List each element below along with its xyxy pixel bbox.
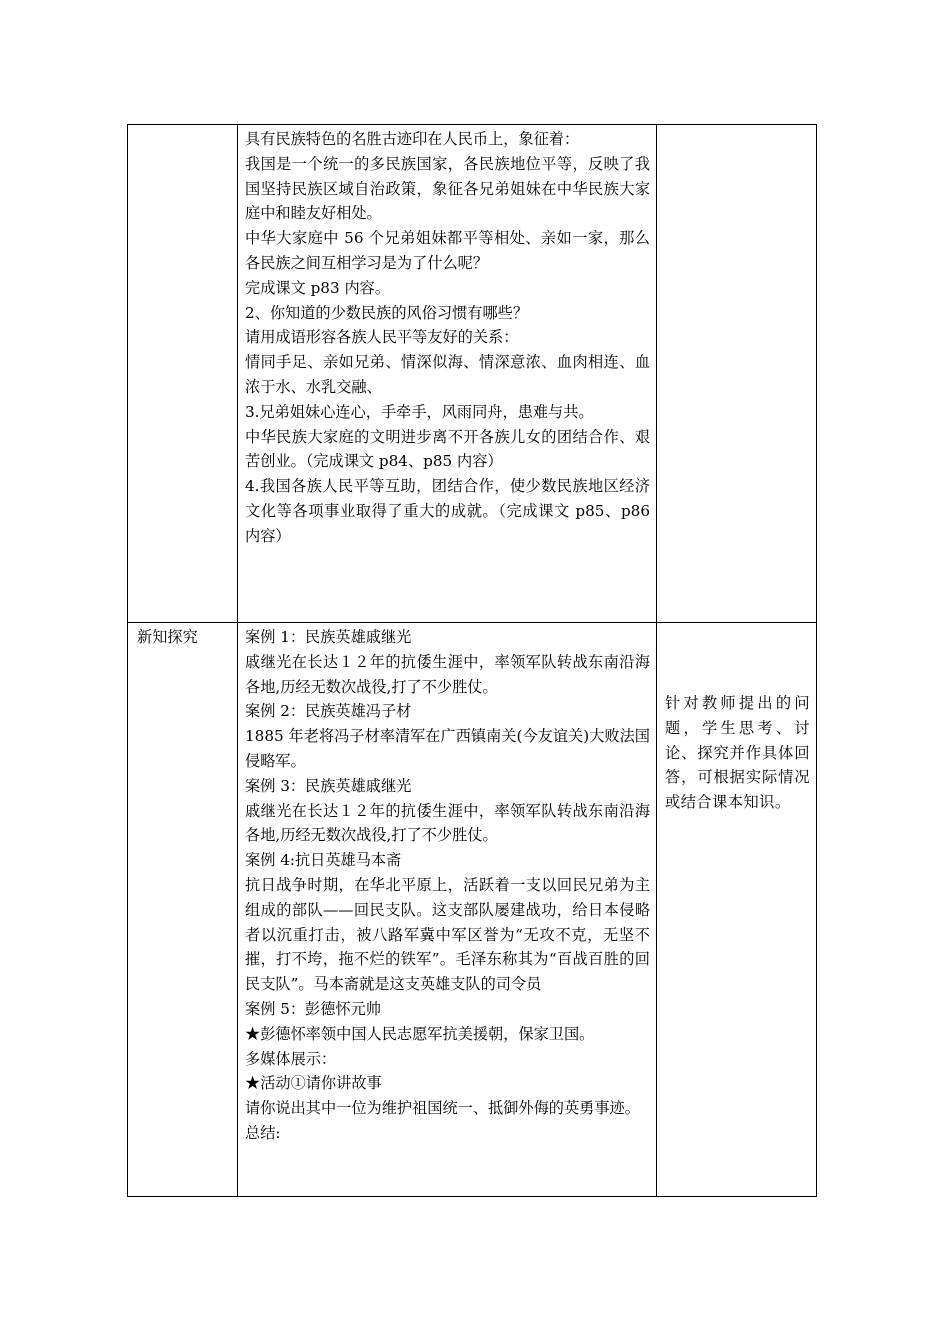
student-activity: 针对教师提出的问题，学生思考、讨论、探究并作具体回答，可根据实际情况或结合课本知识。: [665, 694, 810, 812]
content-line: 总结:: [245, 1123, 281, 1142]
content-line: 戚继光在长达１２年的抗倭生涯中，率领军队转战东南沿海各地,历经无数次战役,打了不少胜仗。: [245, 652, 650, 696]
student-activity-cell: [657, 125, 817, 623]
content-line: ★活动①请你讲故事: [245, 1074, 382, 1093]
content-line: 案例 3：民族英雄戚继光: [245, 776, 412, 795]
teaching-content: [238, 623, 656, 1146]
teaching-content-cell: [238, 623, 657, 1197]
teaching-content-cell: [238, 125, 657, 623]
content-line: 请你说出其中一位为维护祖国统一、抵御外侮的英勇事迹。: [245, 1099, 640, 1118]
content-line: 案例 5：彭德怀元帅: [245, 999, 381, 1018]
content-line: 完成课文 p83 内容。: [245, 278, 391, 297]
lesson-plan-table: [127, 124, 817, 1197]
content-line: 案例 1：民族英雄戚继光: [245, 628, 412, 646]
stage-label: [128, 125, 237, 127]
content-line: 2、你知道的少数民族的风俗习惯有哪些？: [245, 303, 529, 322]
content-line: 1885 年老将冯子材率清军在广西镇南关(今友谊关)大败法国侵略军。: [245, 727, 650, 770]
content-line: 请用成语形容各族人民平等友好的关系：: [245, 328, 519, 347]
content-line: 多媒体展示：: [245, 1049, 337, 1068]
content-line: 4.我国各族人民平等互助，团结合作，使少数民族地区经济文化等各项事业取得了重大的成就。（完成课文 p85、p86 内容）: [245, 477, 650, 545]
content-line: 3.兄弟姐妹心连心，手牵手，风雨同舟，患难与共。: [245, 402, 594, 421]
content-line: 戚继光在长达１２年的抗倭生涯中，率领军队转战东南沿海各地,历经无数次战役,打了不少胜仗。: [245, 801, 650, 845]
stage-label-cell: [128, 623, 238, 1197]
table-row: [128, 623, 817, 1197]
content-line: 具有民族特色的名胜古迹印在人民币上，象征着：: [245, 130, 580, 148]
content-line: 情同手足、亲如兄弟、情深似海、情深意浓、血肉相连、血浓于水、水乳交融、: [245, 353, 650, 396]
content-line: 案例 4:抗日英雄马本斋: [245, 851, 402, 870]
content-line: 中华大家庭中 56 个兄弟姐妹都平等相处、亲如一家，那么各民族之间互相学习是为了什么呢？: [245, 229, 650, 272]
content-line: 中华民族大家庭的文明进步离不开各族儿女的团结合作、艰苦创业。（完成课文 p84、p85 内容）: [245, 427, 650, 471]
content-line: 案例 2：民族英雄冯子材: [245, 702, 412, 721]
stage-label-cell: [128, 125, 238, 623]
content-line: 我国是一个统一的多民族国家，各民族地位平等，反映了我国坚持民族区域自治政策，象征各兄弟姐妹在中华民族大家庭中和睦友好相处。: [245, 154, 650, 223]
stage-label: 新知探究: [137, 628, 198, 646]
teaching-content: [238, 125, 656, 549]
student-activity-cell: [657, 623, 817, 1197]
content-line: ★彭德怀率领中国人民志愿军抗美援朝，保家卫国。: [245, 1024, 595, 1043]
table-row: [128, 125, 817, 623]
student-activity: [657, 125, 816, 193]
content-line: 抗日战争时期，在华北平原上，活跃着一支以回民兄弟为主组成的部队——回民支队。这支部队屡建战功，给日本侵略者以沉重打击，被八路军冀中军区誉为“无攻不克，无坚不摧，打不垮，拖不烂的铁军”。毛泽东称其为“百战百胜的回民支队”。马本斋就是这支英雄支队的司令员: [245, 875, 650, 994]
